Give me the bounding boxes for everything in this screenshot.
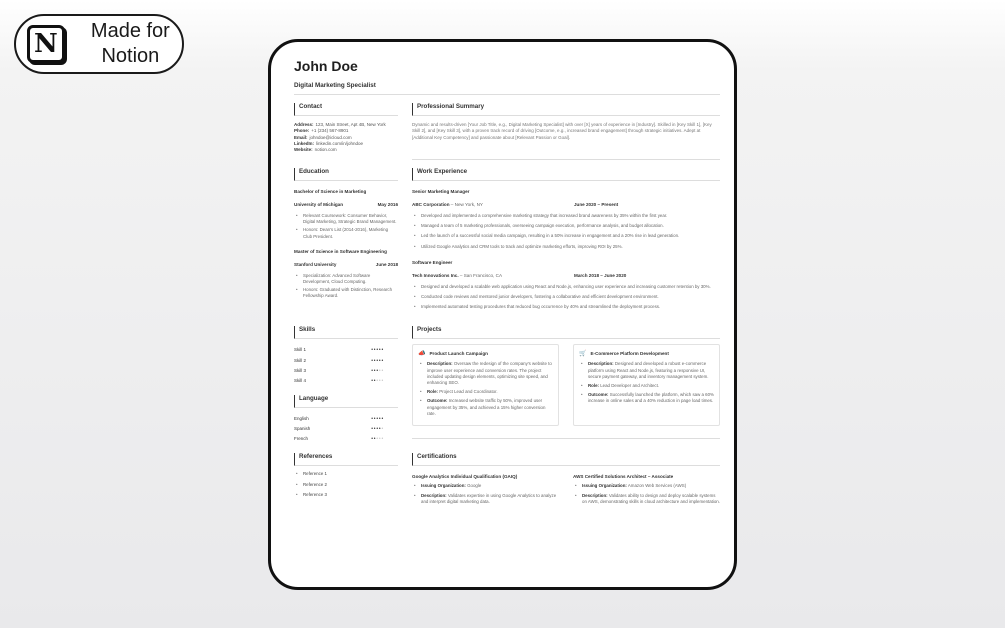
job-bullet: • Designed and developed a scalable web application using React and Node.js, enhancing user experience and increasing customer retention by 30%. [412,284,720,290]
rating-dot: • [373,425,377,432]
experience-heading: Work Experience [412,168,720,181]
contact-value: +1 (234) 567-8901 [311,128,349,134]
project-role-label: Role: [588,382,599,388]
rating-dot: • [378,378,382,385]
project-description-label: Description: [588,361,614,367]
project-card [412,344,559,426]
skill-item [294,358,398,364]
certification-description [412,493,559,505]
rating-dot: • [376,378,379,385]
education-entry [294,249,398,300]
rating-dot: • [376,415,379,422]
rating-dot: • [373,415,377,422]
rating-dot: • [371,367,374,374]
project-description-text: Oversaw the redesign of the company's website to improve user experience and conversion rates. The project included updating design elements, optimizing site speed, and enhancing SEO. [427,361,552,385]
graduation-date: June 2018 [375,261,398,267]
rating-dot: • [373,357,377,364]
project-role-text: Lead Developer and Architect. [600,382,660,388]
skill-item [294,347,398,353]
job-bullet: • Managed a team of 5 marketing professionals, overseeing campaign execution, performance analysis, and budget allocation. [412,223,720,229]
rating-dot: • [381,425,384,432]
company-name: ABC Corporation [412,201,450,207]
references-heading: References [294,453,398,466]
graduation-date: May 2016 [377,201,398,207]
skill-item-name: Skill 4 [294,378,307,384]
certifications-section [412,453,720,505]
projects-section [412,326,720,446]
certification-name: AWS Certified Solutions Architect – Associate [573,474,674,480]
project-description [418,361,553,386]
certification-description-text: Validates ability to design and deploy scalable systems on AWS, demonstrating skills in cloud architecture and implementation. [582,492,720,504]
rating-dot: • [371,378,374,385]
project-title: E-Commerce Platform Development [590,351,669,357]
rating-dot: • [373,436,377,443]
rating-dot: • [378,436,382,443]
language-item-name: Spanish [294,425,311,431]
project-outcome [579,392,714,404]
contact-section [294,103,398,160]
rating-dot: • [371,425,374,432]
notion-logo-icon: N [27,25,65,63]
certification-org-label: Issuing Organization: [421,483,466,489]
contact-value: notion.com [314,147,337,153]
rating-dot: • [378,367,382,374]
project-description [579,361,714,380]
rating-dot: • [381,357,384,364]
project-role-text: Project Lead and Coordinator. [439,389,498,395]
certification-entry [412,474,559,505]
skills-heading: Skills [294,326,398,339]
language-item [294,416,398,422]
rating-dots [371,378,384,384]
contact-item [294,147,398,153]
job-role: Senior Marketing Manager [412,188,470,194]
skill-item [294,378,398,384]
resume-document [294,58,720,505]
certification-description-label: Description: [421,492,447,498]
company-location: – New York, NY [449,201,483,207]
project-outcome [418,398,553,417]
rating-dots [371,368,384,374]
school-name: University of Michigan [294,201,344,207]
rating-dot: • [381,347,384,354]
company-name: Tech Innovations Inc. [412,272,459,278]
project-role [579,383,714,389]
contact-value: linkedin.com/in/johndoe [316,140,364,146]
rating-dot: • [381,367,384,374]
made-for-notion-badge[interactable] [14,14,184,74]
rating-dot: • [371,436,374,443]
certifications-heading: Certifications [412,453,720,466]
skill-item-name: Skill 2 [294,357,307,363]
certification-org-label: Issuing Organization: [582,483,627,489]
rating-dot: • [381,378,384,385]
rating-dot: • [371,415,374,422]
job-bullet: • Utilized Google Analytics and CRM tools to track and optimize marketing efforts, improving ROI by 25%. [412,244,720,250]
certification-description-text: Validates expertise in using Google Analytics to analyze and interpret digital marketing data. [421,492,557,504]
school-name: Stanford University [294,261,337,267]
rating-dot: • [376,436,379,443]
project-title: Product Launch Campaign [429,351,488,357]
contact-value: 123, Main Street, Apt 4B, New York [315,122,386,127]
education-heading: Education [294,168,398,181]
project-role-label: Role: [427,389,438,395]
skill-item-name: Skill 3 [294,367,307,373]
project-role [418,389,553,395]
language-item-name: English [294,415,309,421]
project-card [573,344,720,426]
company-location: – San Francisco, CA [458,272,503,278]
rating-dot: • [378,347,382,354]
project-outcome-text: Successfully launched the platform, which saw a 60% increase in online sales and a 40% reduction in page load times. [588,392,714,404]
rating-dot: • [373,367,377,374]
rating-dot: • [381,415,384,422]
megaphone-icon: 📣 [418,351,426,358]
degree-name: Bachelor of Science in Marketing [294,188,367,194]
job-dates: March 2018 – June 2020 [574,272,627,278]
rating-dot: • [371,347,374,354]
project-description-text: Designed and developed a robust e-commerce platform using React and Node.js, featuring a responsive UI, secure payment gateway, and inventory management system. [588,361,709,379]
language-item [294,426,398,432]
resume-title: Digital Marketing Specialist [294,82,720,95]
reference-item: • Reference 1 [294,471,398,477]
summary-heading: Professional Summary [412,103,720,116]
references-section [294,453,398,505]
project-outcome-text: Increased website traffic by 50%, improved user engagement by 35%, and achieved a 15% higher conversion rate. [427,398,546,416]
summary-text: Dynamic and results-driven [Your Job Title, e.g., Digital Marketing Specialist] with over [X] years of experience in [Industry]. Skilled in [Key Skill 1], [Key Skill 2], and [Key Skill 3], with a proven track record of driving [Outcome, e.g., increased brand engagement] through strategic initiatives. Adept at [Additional Key Competency] and passionate about [Relevant Passion or Goal]. [412,122,720,160]
rating-dot: • [373,378,377,385]
language-item [294,436,398,442]
contact-label: Phone: [294,128,310,134]
language-heading: Language [294,395,398,408]
project-outcome-label: Outcome: [427,398,448,404]
rating-dot: • [378,425,382,432]
rating-dots [371,347,384,353]
contact-label: Website: [294,147,313,153]
job-bullet: • Conducted code reviews and mentored junior developers, fostering a collaborative and efficient development environment. [412,294,720,300]
skill-item-name: Skill 1 [294,347,307,353]
reference-item: • Reference 3 [294,492,398,498]
experience-section [412,168,720,316]
project-outcome-label: Outcome: [588,392,609,398]
degree-name: Master of Science in Software Engineering [294,248,387,254]
education-bullet: • Specialization: Advanced Software Development, Cloud Computing. [294,273,398,285]
contact-label: Address: [294,122,314,127]
rating-dot: • [376,367,379,374]
reference-item: • Reference 2 [294,482,398,488]
badge-label: Made for Notion [90,20,170,67]
contact-heading: Contact [294,103,398,116]
rating-dot: • [376,425,379,432]
job-bullet: • Developed and implemented a comprehensive marketing strategy that increased brand awareness by 35% within the first year. [412,213,720,219]
rating-dot: • [376,347,379,354]
certification-org [412,483,559,489]
job-dates: June 2020 – Present [574,201,619,207]
contact-value: johndoe@icloud.com [309,134,352,140]
contact-label: Email: [294,134,308,140]
rating-dot: • [381,436,384,443]
summary-section [412,103,720,160]
rating-dot: • [378,415,382,422]
cart-icon: 🛒 [579,351,587,358]
resume-name: John Doe [294,58,358,74]
certification-org-value: Amazon Web Services (AWS) [627,483,687,489]
rating-dots [371,416,384,422]
certification-description [573,493,720,505]
rating-dots [371,426,384,432]
certification-org-value: Google [467,483,482,489]
job-bullet: • Led the launch of a successful social media campaign, resulting in a 50% increase in engagement and a 20% rise in lead generation. [412,233,720,239]
language-item-name: French [294,436,309,442]
rating-dots [371,436,384,442]
contact-label: LinkedIn: [294,140,314,146]
education-bullet: • Honors: Graduated with Distinction, Research Fellowship Award. [294,287,398,299]
education-entry [294,189,398,240]
skill-item [294,368,398,374]
skills-language-column [294,326,398,446]
rating-dot: • [378,357,382,364]
education-bullet: • Relevant Coursework: Consumer Behavior, Digital Marketing, Strategic Brand Management. [294,213,398,225]
job-bullet: • Implemented automated testing procedures that reduced bug occurrence by 40% and streamlined the deployment process. [412,304,720,310]
job-entry [412,260,720,317]
education-section [294,168,398,316]
job-entry [412,189,720,250]
education-bullet: • Honors: Dean's List (2014-2016), Marketing Club President. [294,227,398,239]
projects-heading: Projects [412,326,720,339]
certification-description-label: Description: [582,492,608,498]
certification-org [573,483,720,489]
rating-dots [371,358,384,364]
rating-dot: • [371,357,374,364]
project-description-label: Description: [427,361,453,367]
resume-preview-frame [268,39,737,590]
rating-dot: • [373,347,377,354]
certification-entry [573,474,720,505]
rating-dot: • [376,357,379,364]
certification-name: Google Analytics Individual Qualification (GAIQ) [412,474,518,480]
job-role: Software Engineer [412,259,453,265]
